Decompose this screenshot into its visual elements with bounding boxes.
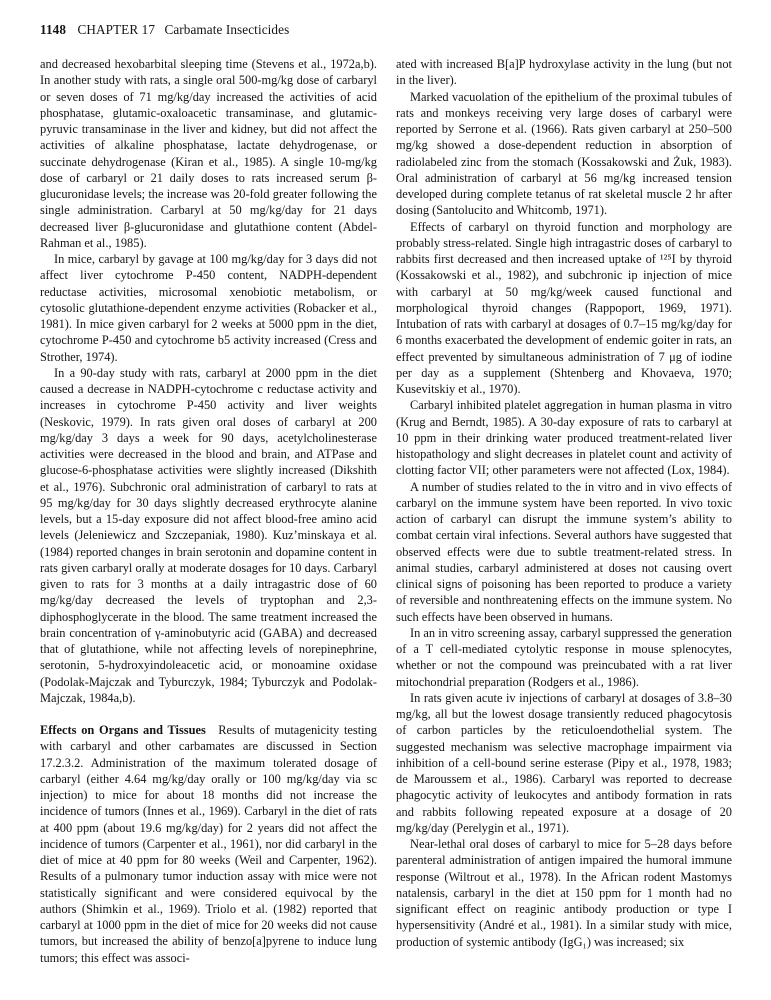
body-paragraph: ated with increased B[a]P hydroxylase activity in the lung (but not in the liver). <box>396 57 732 88</box>
running-header <box>40 22 289 38</box>
left-column <box>40 56 377 966</box>
body-paragraph: Effects of carbaryl on thyroid function and morphology are probably stress-related. Single high intragastric doses of carbaryl to rabbits first decreased and then increased uptake of ¹²⁵I by thyroid (Kossakowski et al., 1982), and subchronic ip injection of mice with carbaryl at 50 mg/kg/week caused functional and morphological thyroid changes (Rappoport, 1969, 1971). Intubation of rats with carbaryl at dosages of 0.7–15 mg/kg/day for 6 months exacerbated the development of endemic goiter in rats, an effect prevented by simultaneous administration of 7 μg of iodine per day as a supplement (Shtenberg and Khovaeva, 1970; Kusevitskiy et al., 1970). <box>396 219 732 396</box>
body-paragraph: Marked vacuolation of the epithelium of the proximal tubules of rats and monkeys receiving very large doses of carbaryl were reported by Serrone et al. (1966). Rats given carbaryl at 250–500 mg/kg showed a dose-dependent reduction in absorption of radiolabeled zinc from the stomach (Kossakowski and Żuk, 1983). Oral administration of carbaryl at 56 mg/kg increased tension developed during complete tetanus of rat skeletal muscle 2 hr after dosing (Santolucito and Whitcomb, 1971). <box>396 89 732 218</box>
section-text: Results of mutagenicity testing with carbaryl and other carbamates are discussed in Section 17.2.3.2. Administration of the maximum tolerated dosage of carbaryl (either 4.64 mg/kg/day orally or 100 mg/kg/day via sc injection) to mice for about 18 months did not increase the incidence of tumors (Innes et al., 1969). Carbaryl in the diet of rats at 400 ppm (about 19.6 mg/kg/day) for 2 years did not affect the incidence of tumors (Carpenter et al., 1961), nor did carbaryl in the diet of mice at 40 ppm for 80 weeks (Weil and Carpenter, 1962). Results of a pulmonary tumor induction assay with mice were not statistically significant and were considered equivocal by the authors (Shimkin et al., 1969). Triolo et al. (1982) reported that carbaryl at 1000 ppm in the diet of mice for 20 weeks did not cause tumors, but increased the ability of benzo[a]pyrene to induce lung tumors; this effect was associ- <box>40 723 377 965</box>
chapter-title: Carbamate Insecticides <box>164 22 290 37</box>
body-paragraph: A number of studies related to the in vitro and in vivo effects of carbaryl on the immune system have been reported. In vivo toxic action of carbaryl can disrupt the immune system’s ability to combat certain viral infections. Several authors have suggested that observed effects were due to subtle treatment-related stress. In animal studies, carbaryl administered at doses not causing overt clinical signs of poisoning has been reported to produce a variety of reversible and nonthreatening effects on the immune system. No such effects have been observed in humans. <box>396 479 732 624</box>
body-paragraph: In mice, carbaryl by gavage at 100 mg/kg/day for 3 days did not affect liver cytochrome P-450 content, NADPH-dependent reductase activities, microsomal xenobiotic metabolism, or cytosolic glutathione-dependent enzyme activities (Robacker et al., 1981). In mice given carbaryl for 2 weeks at 5000 ppm in the diet, cytochrome P-450 and cytochrome b5 activity increased (Cress and Strother, 1974). <box>40 252 377 364</box>
page-number: 1148 <box>40 22 67 37</box>
body-paragraph: Near-lethal oral doses of carbaryl to mice for 5–28 days before parenteral administration of antigen impaired the humoral immune response (Wiltrout et al., 1978). In the African rodent Mastomys natalensis, carbaryl in the diet at 150 ppm for 1 month had no significant effect on reaginic antibody production or type I hypersensitivity (André et al., 1981). In a similar study with mice, production of systemic antibody (IgG₁) was increased; six <box>396 837 732 949</box>
body-paragraph: Carbaryl inhibited platelet aggregation in human plasma in vitro (Krug and Berndt, 1985). A 30-day exposure of rats to carbaryl at 10 ppm in their drinking water produced treatment-related liver histopathology and slight decreases in platelet count and activity of clotting factor VII; other parameters were not affected (Lox, 1984). <box>396 398 732 478</box>
section-paragraph <box>40 722 377 966</box>
body-paragraph: and decreased hexobarbital sleeping time (Stevens et al., 1972a,b). In another study with rats, a single oral 500-mg/kg dose of carbaryl or seven doses of 71 mg/kg/day increased the activities of acid phosphatase, glutamic-oxaloacetic transaminase, and glutamic-pyruvic transaminase in the liver and kidney, but did not affect the activities of alkaline phosphatase, lactate dehydrogenase, or succinate dehydrogenase (Kiran et al., 1985). A single 10-mg/kg dose of carbaryl or 21 daily doses to rats increased serum β-glucuronidase levels; the increase was 20-fold greater following the single administration. Carbaryl at 50 mg/kg/day for 21 days decreased liver β-glucuronidase and glutathione content (Abdel-Rahman et al., 1985). <box>40 57 377 250</box>
body-paragraph: In an in vitro screening assay, carbaryl suppressed the generation of a T cell-mediated cytolytic response in mouse splenocytes, whether or not the compound was preincubated with a rat liver mitochondrial preparation (Rodgers et al., 1986). <box>396 625 732 689</box>
body-paragraph: In a 90-day study with rats, carbaryl at 2000 ppm in the diet caused a decrease in NADPH-cytochrome c reductase activity and increases in cytochrome P-450 activity and liver weights (Neskovic, 1979). In rats given oral doses of carbaryl at 200 mg/kg/day 3 days a week for 90 days, acetylcholinesterase activities were decreased in the blood and brain, and ATPase and glucose-6-phosphatase activities were slightly increased (Dikshith et al., 1976). Subchronic oral administration of carbaryl to rats at 95 mg/kg/day for 30 days slightly decreased erythrocyte alanine levels, but a 15-day exposure did not affect blood-free amino acid levels (Jeleniewicz and Szczepaniak, 1980). Kuz’minskaya et al. (1984) reported changes in brain serotonin and dopamine content in rats given carbaryl orally at moderate dosages for 10 days. Carbaryl given to rats for 3 months at a daily intragastric dose of 60 mg/kg/day decreased the levels of tryptophan and 2,3-diphosphoglycerate in the blood. The same treatment increased the brain concentration of γ-aminobutyric acid (GABA) and decreased that of glutathione, while not affecting levels of norepinephrine, serotonin, 5-hydroxyindoleacetic acid, or monoamine oxidase (Podolak-Majczak and Tyburczyk, 1984; Tyburczyk and Podolak-Majczak, 1984a,b). <box>40 365 377 705</box>
chapter-label: CHAPTER 17 <box>77 22 156 37</box>
section-heading: Effects on Organs and Tissues <box>40 723 206 737</box>
right-column <box>396 56 732 950</box>
body-paragraph: In rats given acute iv injections of carbaryl at dosages of 3.8–30 mg/kg, all but the lowest dosage transiently reduced phagocytosis of carbon particles by the reticuloendothelial system. The suggested mechanism was selective macrophage impairment via inhibition of a cell-bound serine esterase (Pipy et al., 1978, 1983; de Maroussem et al., 1986). Carbaryl was reported to decrease phagocytic activity of leukocytes and antibody formation in rats and rabbits following repeated exposure at a dosage of 20 mg/kg/day (Perelygin et al., 1971). <box>396 690 732 835</box>
